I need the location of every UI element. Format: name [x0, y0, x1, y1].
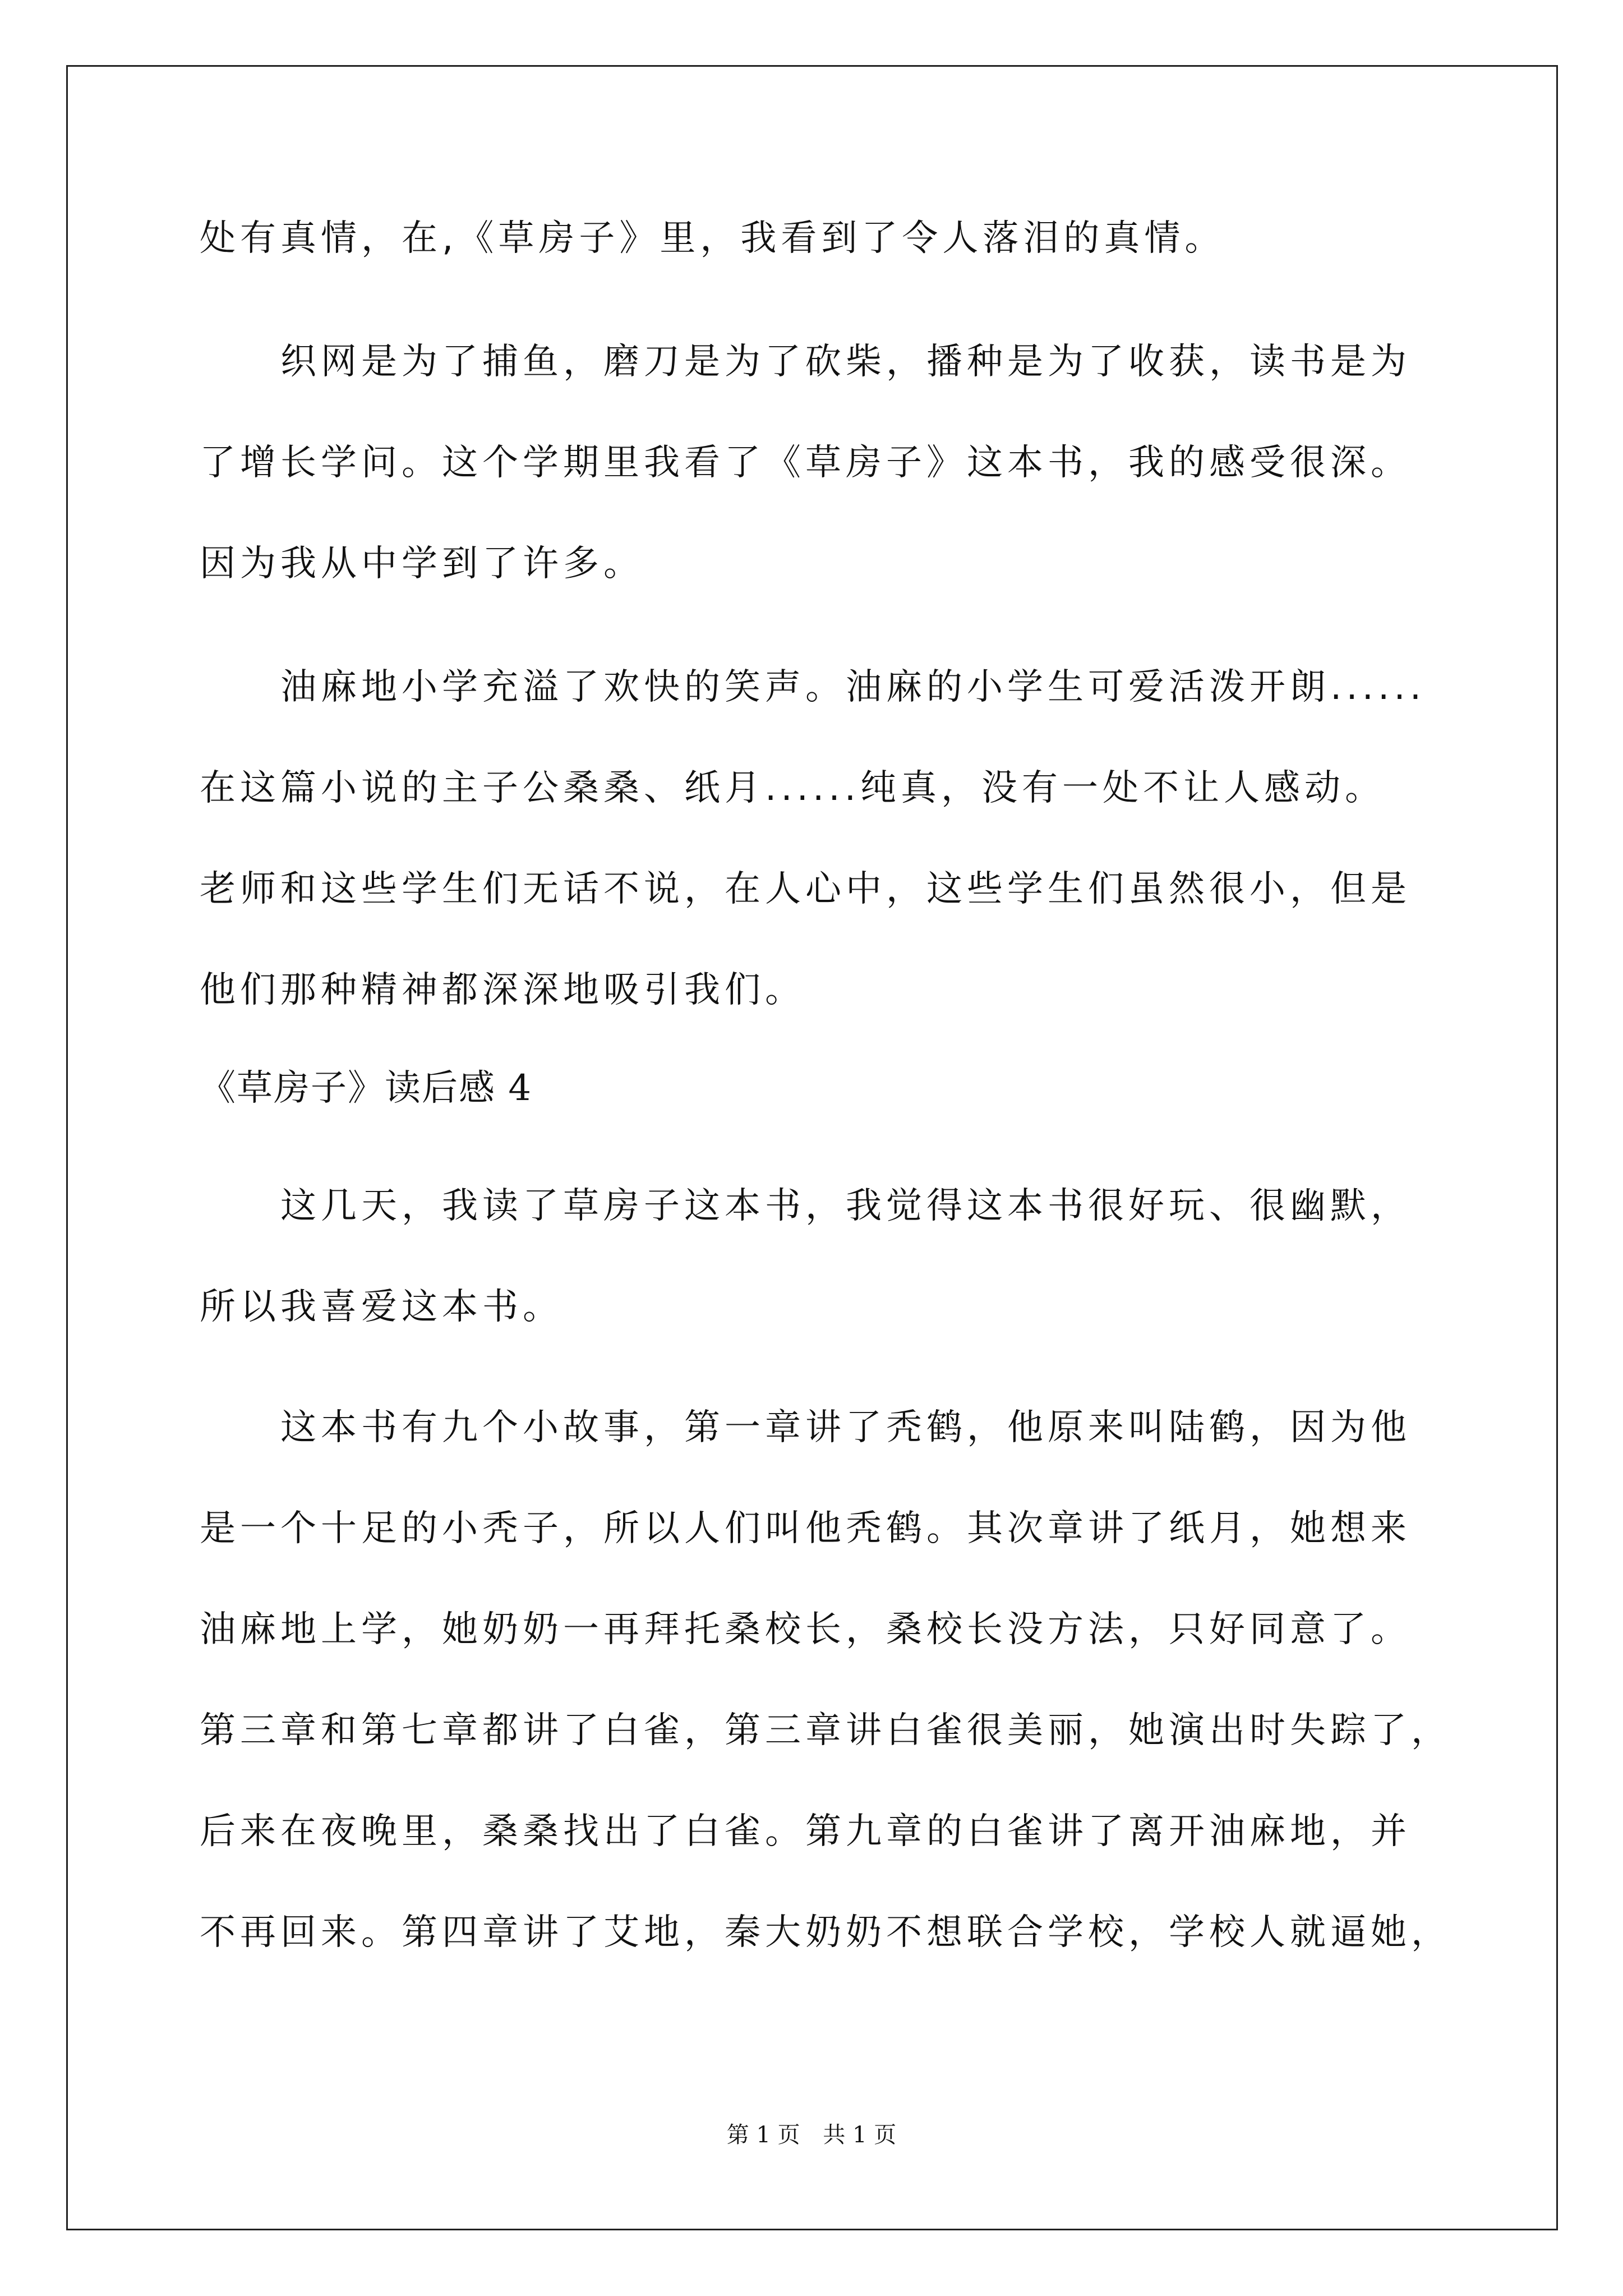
text-line-17: 不再回来。第四章讲了艾地，秦大奶奶不想联合学校，学校人就逼她，	[200, 1912, 1451, 1953]
page-number-total: 共 1 页	[823, 2122, 897, 2148]
text-line-16: 后来在夜晚里，桑桑找出了白雀。第九章的白雀讲了离开油麻地，并	[200, 1811, 1411, 1852]
text-line-1: 处有真情，在,《草房子》里，我看到了令人落泪的真情。	[200, 218, 1225, 259]
text-line-15: 第三章和第七章都讲了白雀，第三章讲白雀很美丽，她演出时失踪了，	[200, 1710, 1451, 1751]
text-line-5: 油麻地小学充溢了欢快的笑声。油麻的小学生可爱活泼开朗......	[280, 666, 1426, 708]
text-line-10: 这几天，我读了草房子这本书，我觉得这本书很好玩、很幽默，	[280, 1185, 1411, 1227]
page-footer	[0, 2120, 1623, 2150]
text-line-12: 这本书有九个小故事，第一章讲了秃鹤，他原来叫陆鹤，因为他	[280, 1407, 1411, 1448]
text-line-7: 老师和这些学生们无话不说，在人心中，这些学生们虽然很小，但是	[200, 868, 1411, 910]
text-line-3: 了增长学问。这个学期里我看了《草房子》这本书，我的感受很深。	[200, 442, 1411, 484]
text-line-8: 他们那种精神都深深地吸引我们。	[200, 969, 805, 1011]
text-line-13: 是一个十足的小秃子，所以人们叫他秃鹤。其次章讲了纸月，她想来	[200, 1508, 1411, 1549]
text-line-14: 油麻地上学，她奶奶一再拜托桑校长，桑校长没方法，只好同意了。	[200, 1609, 1411, 1650]
text-line-11: 所以我喜爱这本书。	[200, 1286, 563, 1328]
text-line-2: 织网是为了捕鱼，磨刀是为了砍柴，播种是为了收获，读书是为	[280, 341, 1411, 383]
page-border	[66, 65, 1558, 2230]
page-number-current: 第 1 页	[726, 2122, 800, 2148]
text-line-6: 在这篇小说的主子公桑桑、纸月......纯真，没有一处不让人感动。	[200, 767, 1386, 809]
text-line-4: 因为我从中学到了许多。	[200, 543, 644, 585]
section-heading: 《草房子》读后感 4	[200, 1068, 533, 1109]
